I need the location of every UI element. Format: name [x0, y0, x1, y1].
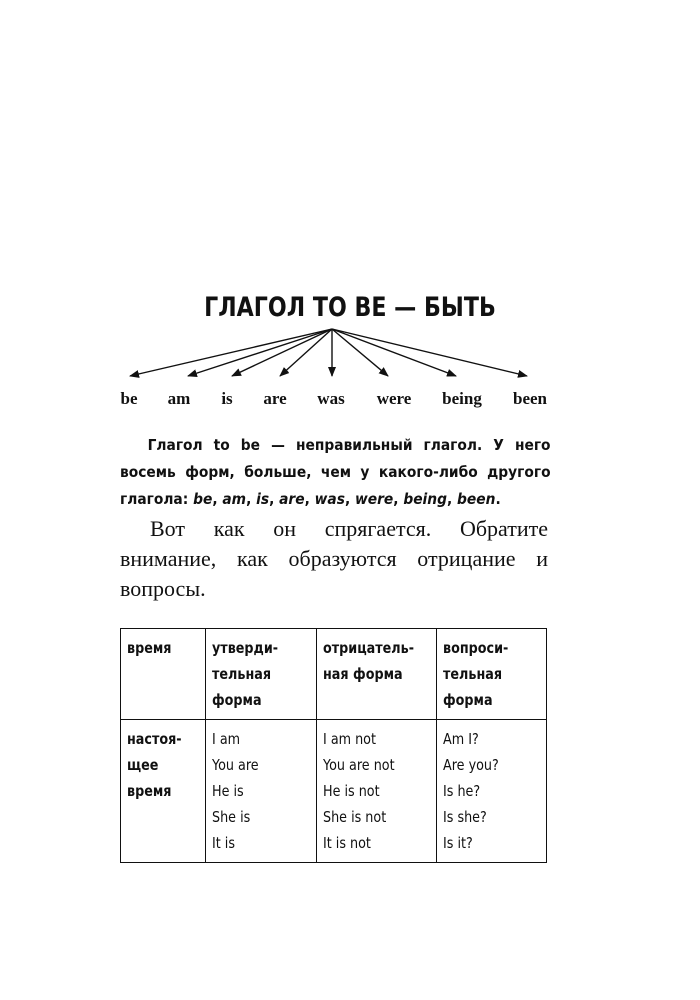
inline-form: been [457, 490, 496, 508]
inline-separator: , [269, 490, 280, 508]
cell-line: He is [212, 782, 245, 800]
cell-line: тельная [212, 665, 272, 683]
inline-separator: , [393, 490, 404, 508]
cell-line: форма [442, 691, 493, 709]
form-label-is: is [221, 389, 233, 408]
header-affirmative [206, 629, 316, 720]
cell-line: вопроси- [442, 639, 509, 657]
conjugation-text: Вот как он спрягается. Обратите внимание, как образуются отрицание и вопросы. [120, 516, 548, 601]
cell-line: I am [212, 730, 241, 748]
header-negative [316, 629, 436, 720]
cell-line: отрицатель- [322, 639, 414, 657]
cell-line: тельная [442, 665, 502, 683]
cell-line: You are not [322, 756, 395, 774]
table-row [121, 720, 547, 863]
cell-line: Is it? [442, 834, 473, 852]
arrow-to-are [280, 329, 332, 376]
table-header-row [121, 629, 547, 720]
cell-line: I am not [322, 730, 376, 748]
intro-rest: — неправильный глагол. У него восемь форм, больше, чем у какого-либо другого глагола: [120, 436, 551, 508]
cell-line: форма [212, 691, 263, 709]
cell-line: It is [212, 834, 236, 852]
page-title: ГЛАГОЛ TO BE — БЫТЬ [204, 292, 496, 323]
intro-bold-term: to be [213, 436, 261, 454]
inline-form: is [256, 490, 270, 508]
inline-forms [193, 490, 495, 508]
arrow-to-is [232, 329, 332, 376]
form-label-are: are [263, 389, 287, 408]
cell-line: Am I? [442, 730, 479, 748]
conjugation-table [120, 628, 547, 863]
arrow-to-being [332, 329, 456, 376]
form-label-were: were [376, 389, 412, 408]
form-label-been: been [513, 389, 547, 408]
cell-line: She is not [322, 808, 386, 826]
inline-form: were [354, 490, 394, 508]
intro-lead: Глагол [147, 436, 214, 454]
inline-form: am [222, 490, 247, 508]
header-tense [121, 629, 206, 720]
cell-line: время [127, 639, 172, 657]
inline-form: was [314, 490, 345, 508]
cell-line: You are [212, 756, 260, 774]
arrow-to-been [332, 329, 527, 376]
inline-separator: , [212, 490, 223, 508]
inline-form: are [279, 490, 305, 508]
arrow-to-were [332, 329, 388, 376]
cell-tense [121, 720, 206, 863]
arrow-to-am [188, 329, 332, 376]
form-label-be: be [120, 389, 138, 408]
cell-negative [316, 720, 436, 863]
form-label-being: being [442, 389, 482, 408]
header-interrogative [436, 629, 546, 720]
cell-line: Is she? [442, 808, 487, 826]
cell-line: She is [212, 808, 251, 826]
cell-affirmative [206, 720, 316, 863]
cell-line: ная форма [322, 665, 403, 683]
inline-separator: , [304, 490, 315, 508]
cell-interrogative [436, 720, 546, 863]
cell-line: утверди- [212, 639, 279, 657]
conjugation-paragraph [120, 514, 548, 604]
cell-line: He is not [322, 782, 380, 800]
inline-separator: , [246, 490, 257, 508]
form-label-was: was [317, 389, 345, 408]
cell-line: настоя- [127, 730, 182, 748]
cell-line: время [127, 782, 172, 800]
inline-separator: , [344, 490, 355, 508]
form-label-am: am [167, 389, 191, 408]
cell-line: щее [127, 756, 159, 774]
cell-line: Is he? [442, 782, 480, 800]
cell-line: It is not [322, 834, 371, 852]
cell-line: Are you? [442, 756, 499, 774]
intro-end: . [495, 490, 501, 508]
intro-paragraph [120, 432, 551, 513]
inline-separator: , [446, 490, 458, 508]
inline-form: being [403, 490, 447, 508]
arrow-to-be [130, 329, 332, 376]
inline-form: be [193, 490, 213, 508]
